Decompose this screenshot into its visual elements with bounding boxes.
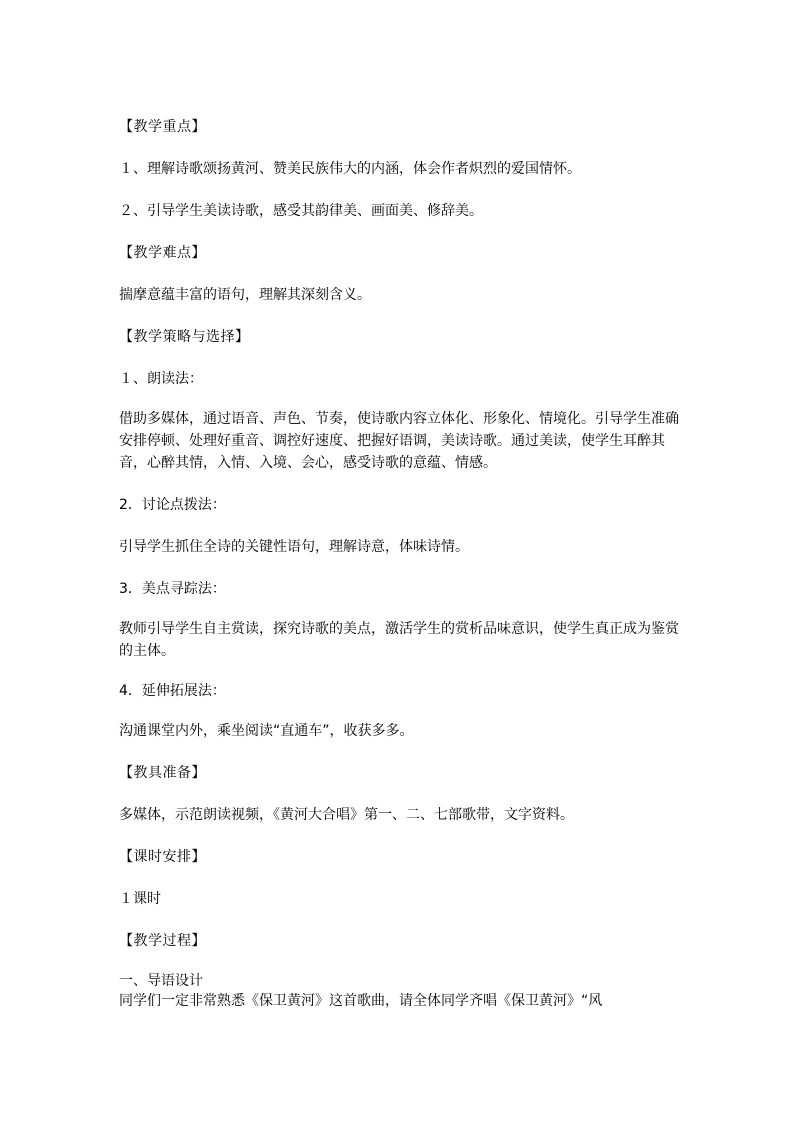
process-1-title: 一、导语设计 (119, 973, 203, 989)
heading-teaching-focus: 【教学重点】 (119, 119, 206, 135)
teaching-difficulty-text: 揣摩意蕴丰富的语句，理解其深刻含义。 (119, 287, 371, 303)
heading-teaching-materials: 【教具准备】 (119, 765, 206, 781)
class-schedule-text: １课时 (119, 891, 161, 907)
strategy-2-title: 2．讨论点拨法： (119, 497, 226, 513)
strategy-4-title: 4．延伸拓展法： (119, 683, 226, 699)
strategy-4-body: 沟通课堂内外，乘坐阅读“直通车”，收获多多。 (119, 723, 414, 739)
teaching-focus-item-2: ２、引导学生美读诗歌，感受其韵律美、画面美、修辞美。 (119, 203, 483, 219)
teaching-materials-text: 多媒体，示范朗读视频，《黄河大合唱》第一、二、七部歌带，文字资料。 (119, 807, 574, 823)
heading-class-schedule: 【课时安排】 (119, 849, 206, 865)
strategy-1-body: 借助多媒体，通过语音、声色、节奏，使诗歌内容立体化、形象化、情境化。引导学生准确安排停顿、处理好重音、调控好速度、把握好语调，美读诗歌。通过美读，使学生耳醉其音，心醉其情，入情、入境、会心，感受诗歌的意蕴、情感。 (119, 411, 679, 471)
strategy-3-body: 教师引导学生自主赏读，探究诗歌的美点，激活学生的赏析品味意识，使学生真正成为鉴赏的主体。 (119, 621, 679, 659)
heading-teaching-process: 【教学过程】 (119, 933, 206, 949)
strategy-3-title: 3．美点寻踪法： (119, 581, 226, 597)
strategy-1-title: １、朗读法： (119, 371, 203, 387)
strategy-2-body: 引导学生抓住全诗的关键性语句，理解诗意，体味诗情。 (119, 539, 469, 555)
process-1-body: 同学们一定非常熟悉《保卫黄河》这首歌曲，请全体同学齐唱《保卫黄河》“风 (119, 993, 603, 1009)
heading-teaching-difficulty: 【教学难点】 (119, 245, 206, 261)
teaching-focus-item-1: １、理解诗歌颂扬黄河、赞美民族伟大的内涵，体会作者炽烈的爱国情怀。 (119, 161, 581, 177)
heading-teaching-strategy: 【教学策略与选择】 (119, 329, 250, 345)
